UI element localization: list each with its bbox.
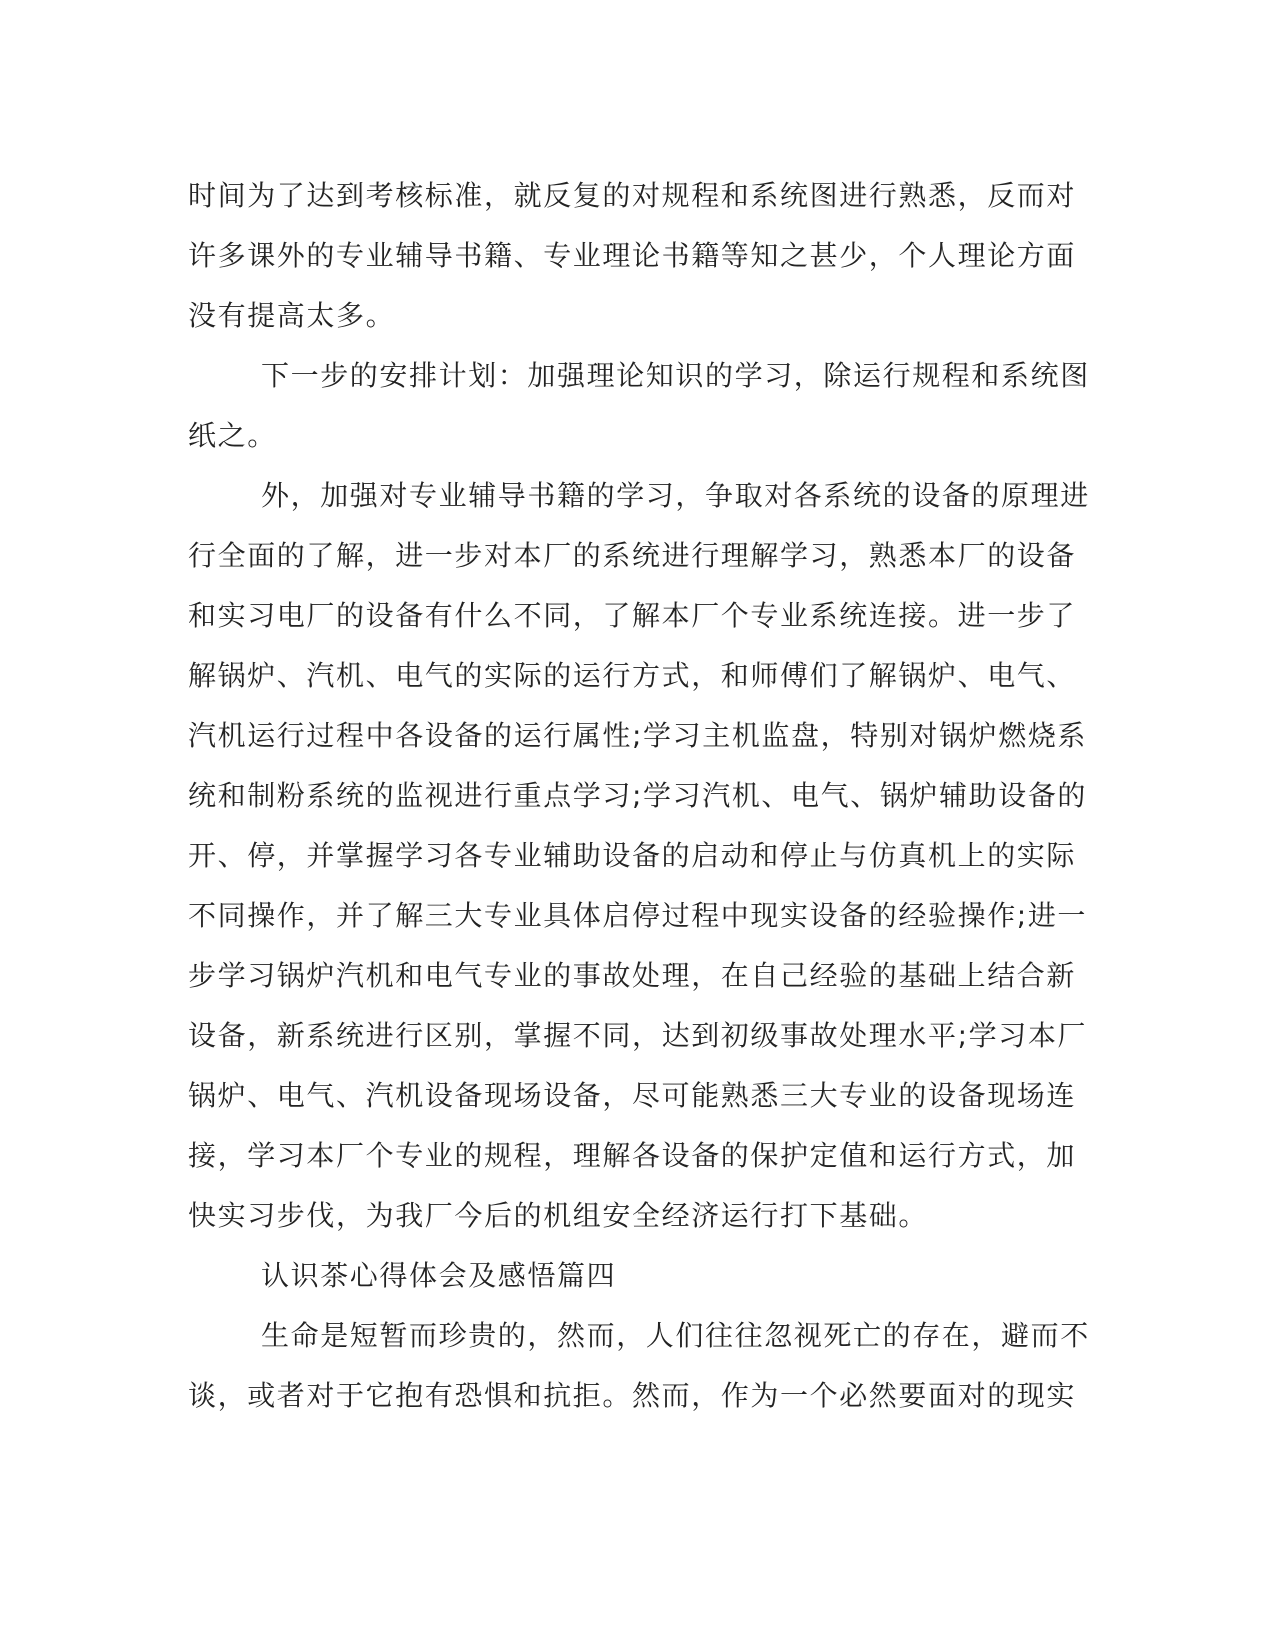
text-line: 纸之。 xyxy=(188,419,277,452)
text-line: 和实习电厂的设备有什么不同，了解本厂个专业系统连接。进一步了 xyxy=(188,599,1077,632)
paragraph-start-line: 生命是短暂而珍贵的，然而，人们往往忽视死亡的存在，避而不 xyxy=(261,1319,1090,1352)
text-line: 开、停，并掌握学习各专业辅助设备的启动和停止与仿真机上的实际 xyxy=(188,839,1077,872)
text-line: 解锅炉、汽机、电气的实际的运行方式，和师傅们了解锅炉、电气、 xyxy=(188,659,1077,692)
text-line: 行全面的了解，进一步对本厂的系统进行理解学习，熟悉本厂的设备 xyxy=(188,539,1077,572)
paragraph-start-line: 下一步的安排计划：加强理论知识的学习，除运行规程和系统图 xyxy=(261,359,1090,392)
text-line: 统和制粉系统的监视进行重点学习;学习汽机、电气、锅炉辅助设备的 xyxy=(188,779,1088,812)
text-line: 汽机运行过程中各设备的运行属性;学习主机监盘，特别对锅炉燃烧系 xyxy=(188,719,1088,752)
text-line: 锅炉、电气、汽机设备现场设备，尽可能熟悉三大专业的设备现场连 xyxy=(188,1079,1077,1112)
text-line: 时间为了达到考核标准，就反复的对规程和系统图进行熟悉，反而对 xyxy=(188,179,1077,212)
text-line: 谈，或者对于它抱有恐惧和抗拒。然而，作为一个必然要面对的现实 xyxy=(188,1379,1077,1412)
text-line: 接，学习本厂个专业的规程，理解各设备的保护定值和运行方式，加 xyxy=(188,1139,1077,1172)
text-line: 步学习锅炉汽机和电气专业的事故处理，在自己经验的基础上结合新 xyxy=(188,959,1077,992)
text-line: 快实习步伐，为我厂今后的机组安全经济运行打下基础。 xyxy=(188,1199,929,1232)
paragraph-start-line: 外，加强对专业辅导书籍的学习，争取对各系统的设备的原理进 xyxy=(261,479,1090,512)
text-line: 不同操作，并了解三大专业具体启停过程中现实设备的经验操作;进一 xyxy=(188,899,1088,932)
document-body xyxy=(188,166,1090,1426)
text-line: 没有提高太多。 xyxy=(188,299,396,332)
text-line: 设备，新系统进行区别，掌握不同，达到初级事故处理水平;学习本厂 xyxy=(188,1019,1088,1052)
text-line: 许多课外的专业辅导书籍、专业理论书籍等知之甚少，个人理论方面 xyxy=(188,239,1077,272)
section-heading: 认识茶心得体会及感悟篇四 xyxy=(261,1259,617,1292)
